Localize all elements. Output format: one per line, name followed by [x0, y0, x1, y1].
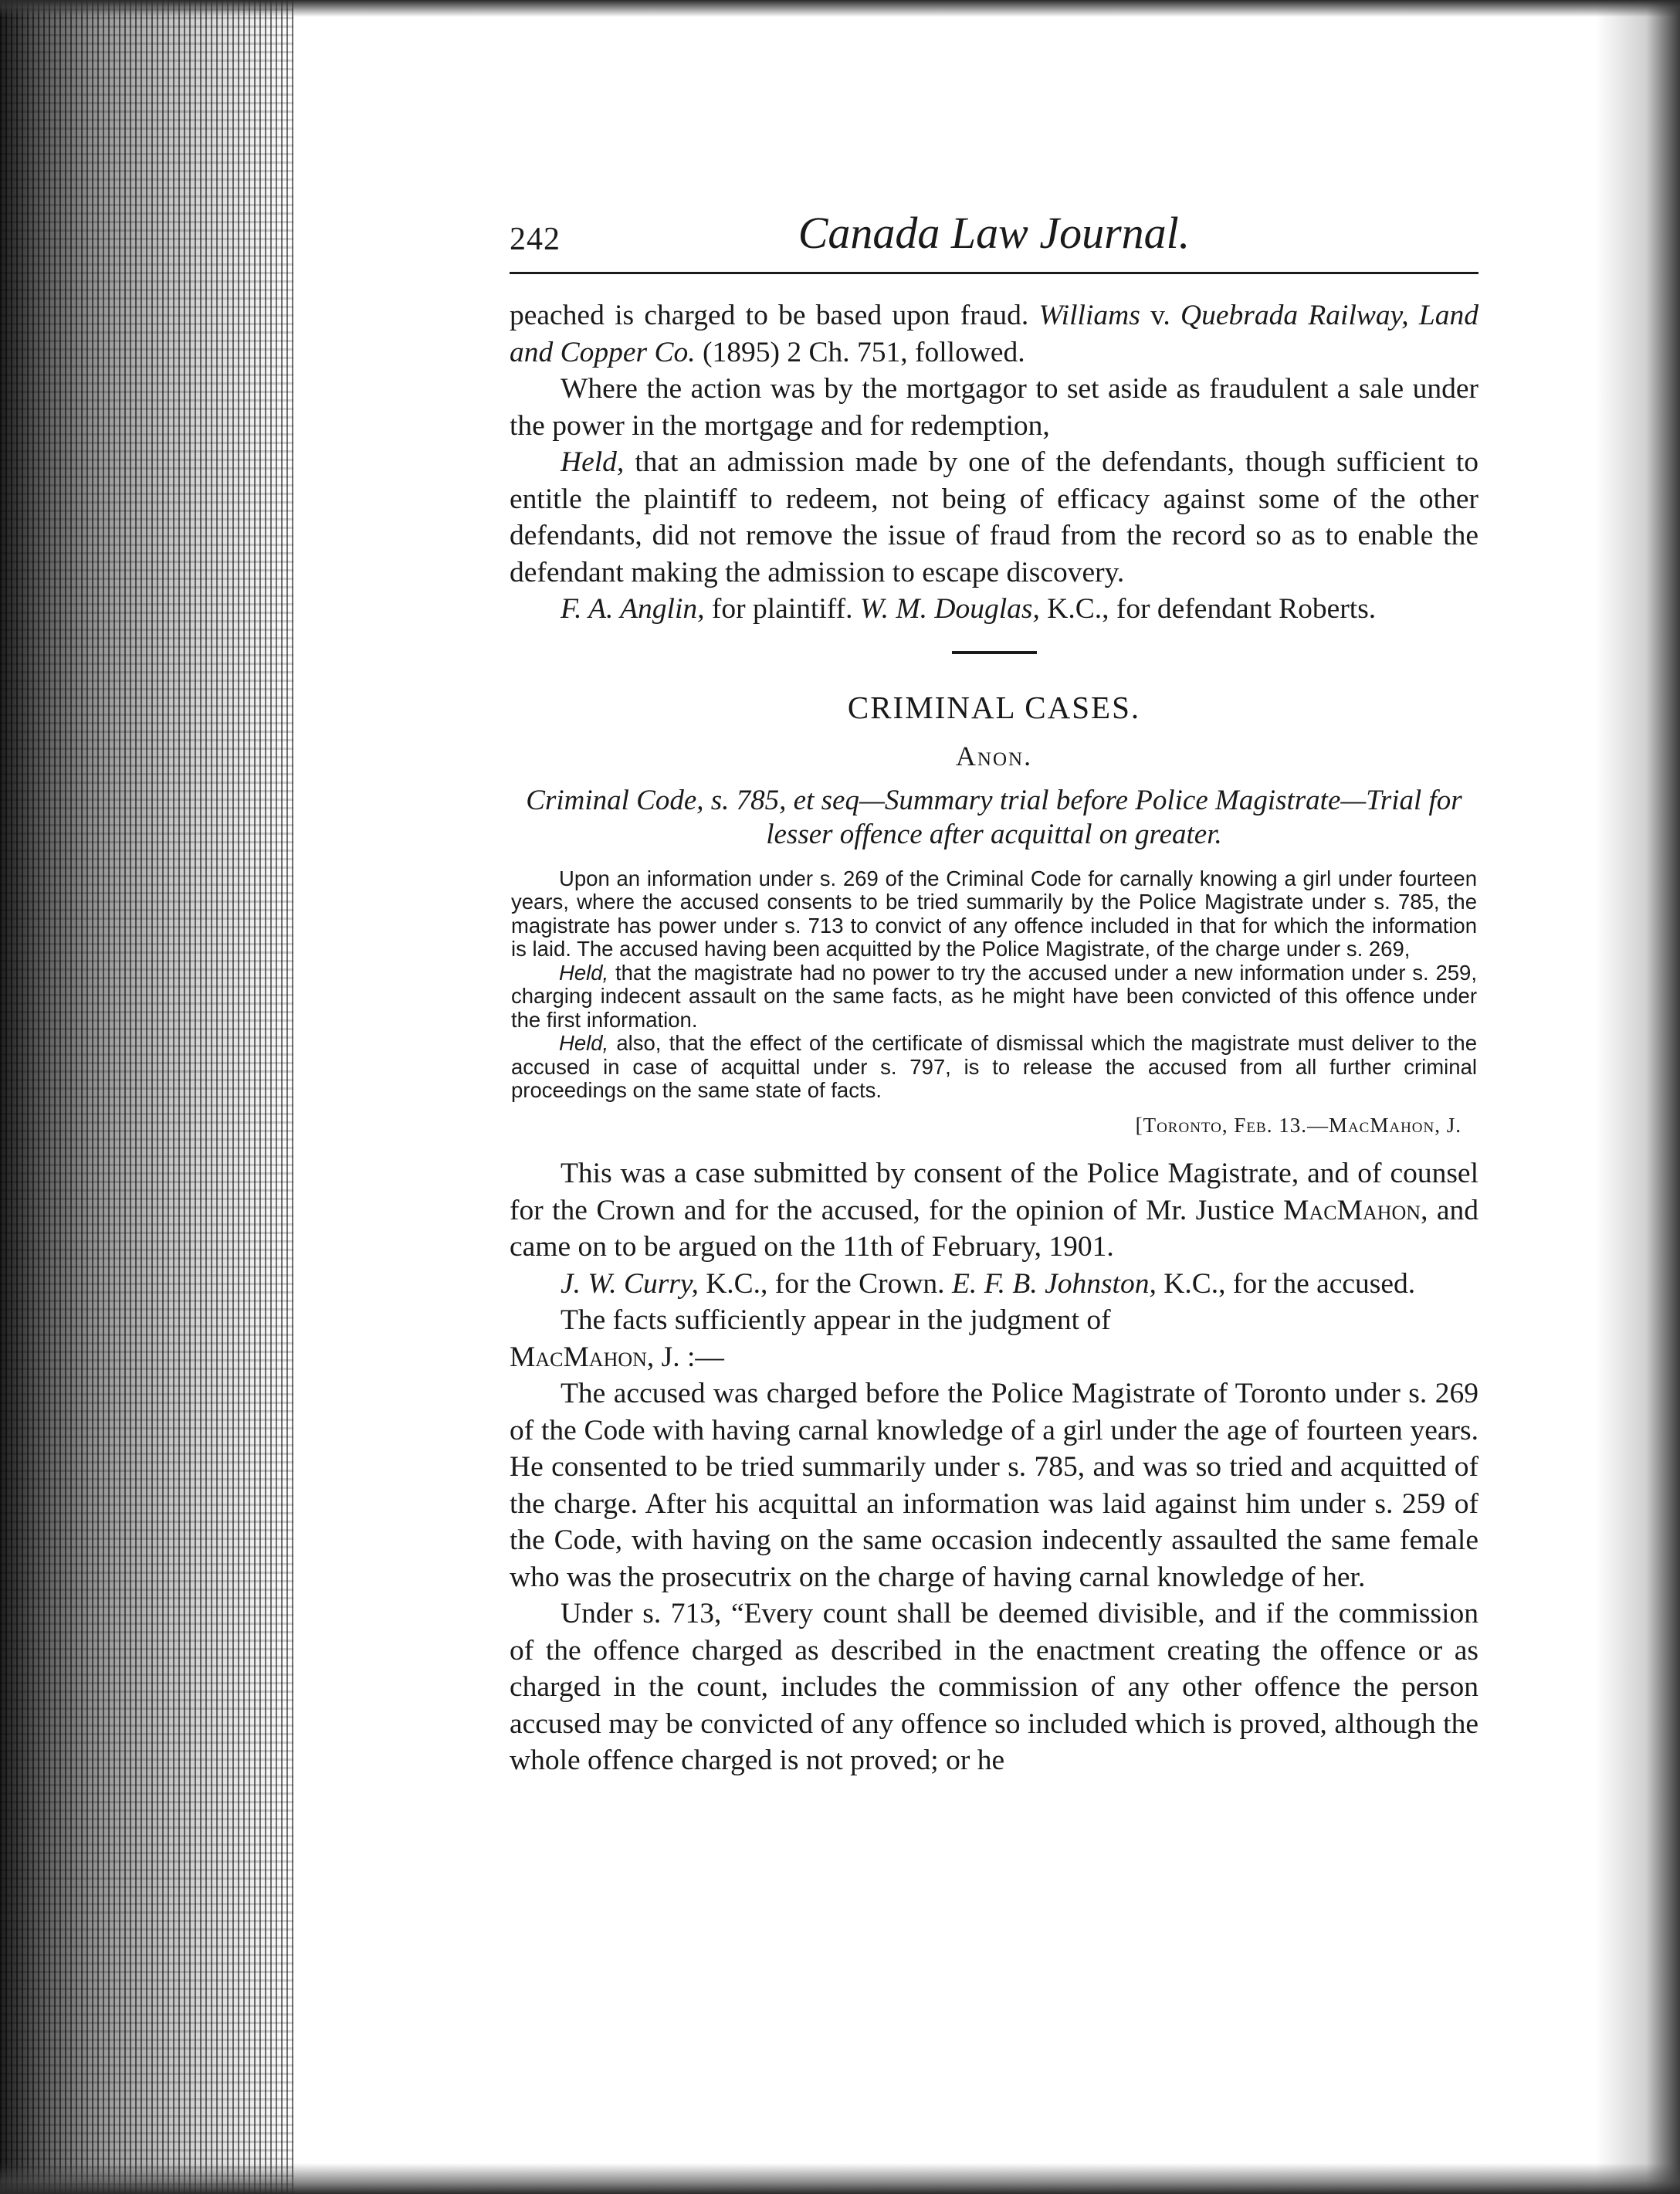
intro-paragraph-2: Where the action was by the mortgagor to set aside as fraudulent a sale under the power in the mortgage and for redemption,: [510, 373, 1478, 442]
text-run: that an admission made by one of the defendants, though sufficient to entitle the plaintiff to redeem, not being of efficacy against some of the other defendants, did not remove the issue of fraud from the record so as to enable the defendant making the admission to escape discovery.: [510, 446, 1478, 588]
case-party: Williams: [1038, 300, 1140, 331]
counsel-name: E. F. B. Johnston,: [951, 1267, 1157, 1300]
section-separator: [952, 651, 1037, 654]
headnote-paragraph-1: Upon an information under s. 269 of the Criminal Code for carnally knowing a girl under fourteen years, where the accused consents to be tried summarily by the Police Magistrate under s. 785, the magistrate has power under s. 713 to convict of any offence included in that for which the information is laid. The accused having been acquitted by the Police Magistrate, of the charge under s. 269,: [511, 866, 1477, 961]
counsel-name: W. M. Douglas,: [859, 593, 1040, 625]
text-run: K.C., for the accused.: [1156, 1267, 1416, 1300]
intro-paragraph-1: [510, 297, 1478, 371]
text-run: v.: [1140, 300, 1181, 331]
judgment-paragraph-3: The facts sufficiently appear in the judgment of: [561, 1304, 1111, 1336]
judgment-paragraph-4: The accused was charged before the Police Magistrate of Toronto under s. 269 of the Code with having carnal knowledge of a girl under the age of fourteen years. He consented to be tried summarily under s. 785, and was so tried and acquitted of the charge. After his acquittal an information was laid against him under s. 259 of the Code, with having on the same occasion indecently assaulted the same female who was the prosecutrix on the charge of having carnal knowledge of her.: [510, 1378, 1478, 1593]
held-label: Held,: [561, 446, 625, 478]
text-run: peached is charged to be based upon fraud.: [510, 300, 1039, 331]
held-label: Held,: [559, 1031, 609, 1055]
judgment-paragraph-5: Under s. 713, “Every count shall be deemed divisible, and if the commission of the offence charged as described in the enactment creating the offence or as charged in the count, includes the commission of any other offence the person accused may be convicted of any offence so included which is proved, although the whole offence charged is not proved; or he: [510, 1598, 1478, 1776]
text-run: , and came on to be argued on the 11th of February, 1901.: [510, 1194, 1478, 1263]
header-rule: [510, 272, 1478, 274]
judge-name: MacMahon: [1283, 1194, 1421, 1226]
case-subject: Criminal Code, s. 785, et seq—Summary trial before Police Magistrate—Trial for lesser offence after acquittal on greater.: [526, 784, 1462, 850]
text-run: (1895) 2 Ch. 751, followed.: [695, 336, 1025, 368]
case-party: Quebrada Railway, Land and Copper Co.: [510, 300, 1478, 368]
judgment-paragraph-2: [510, 1266, 1478, 1303]
intro-paragraph-3: [510, 444, 1478, 591]
headnote-paragraph-2: [511, 961, 1477, 1033]
running-title: Canada Law Journal.: [798, 208, 1191, 258]
intro-paragraph-4: [510, 591, 1478, 628]
text-run: K.C., for defendant Roberts.: [1039, 593, 1377, 625]
headnote: [511, 867, 1477, 1138]
page-number: 242: [510, 222, 561, 257]
text-run: that the magistrate had no power to try the accused under a new information under s. 259, charging indecent assault on the same facts, as he might have been convicted of this offence under the first information.: [511, 960, 1477, 1032]
counsel-name: F. A. Anglin,: [561, 593, 705, 625]
page-body: [510, 297, 1478, 1779]
case-name: Anon.: [955, 740, 1033, 771]
page-header: [510, 207, 1478, 269]
counsel-name: J. W. Curry,: [561, 1267, 699, 1300]
text-run: K.C., for the Crown.: [698, 1267, 952, 1300]
held-label: Held,: [559, 960, 609, 985]
text-run: This was a case submitted by consent of the Police Magistrate, and of counsel for the Crown and for the accused, for the opinion of Mr. Justice: [510, 1158, 1478, 1226]
court-citation: [Toronto, Feb. 13.—MacMahon, J.: [1135, 1113, 1462, 1137]
section-title: CRIMINAL CASES.: [847, 689, 1141, 725]
judge-heading: MacMahon, J. :—: [510, 1341, 724, 1373]
headnote-paragraph-3: [511, 1032, 1477, 1103]
text-run: for plaintiff.: [704, 593, 860, 625]
judgment-paragraph-1: [510, 1155, 1478, 1266]
text-run: also, that the effect of the certificate of dismissal which the magistrate must deliver to the accused in case of acquittal under s. 797, is to release the accused from all further criminal proceedings on the same state of facts.: [511, 1031, 1477, 1102]
